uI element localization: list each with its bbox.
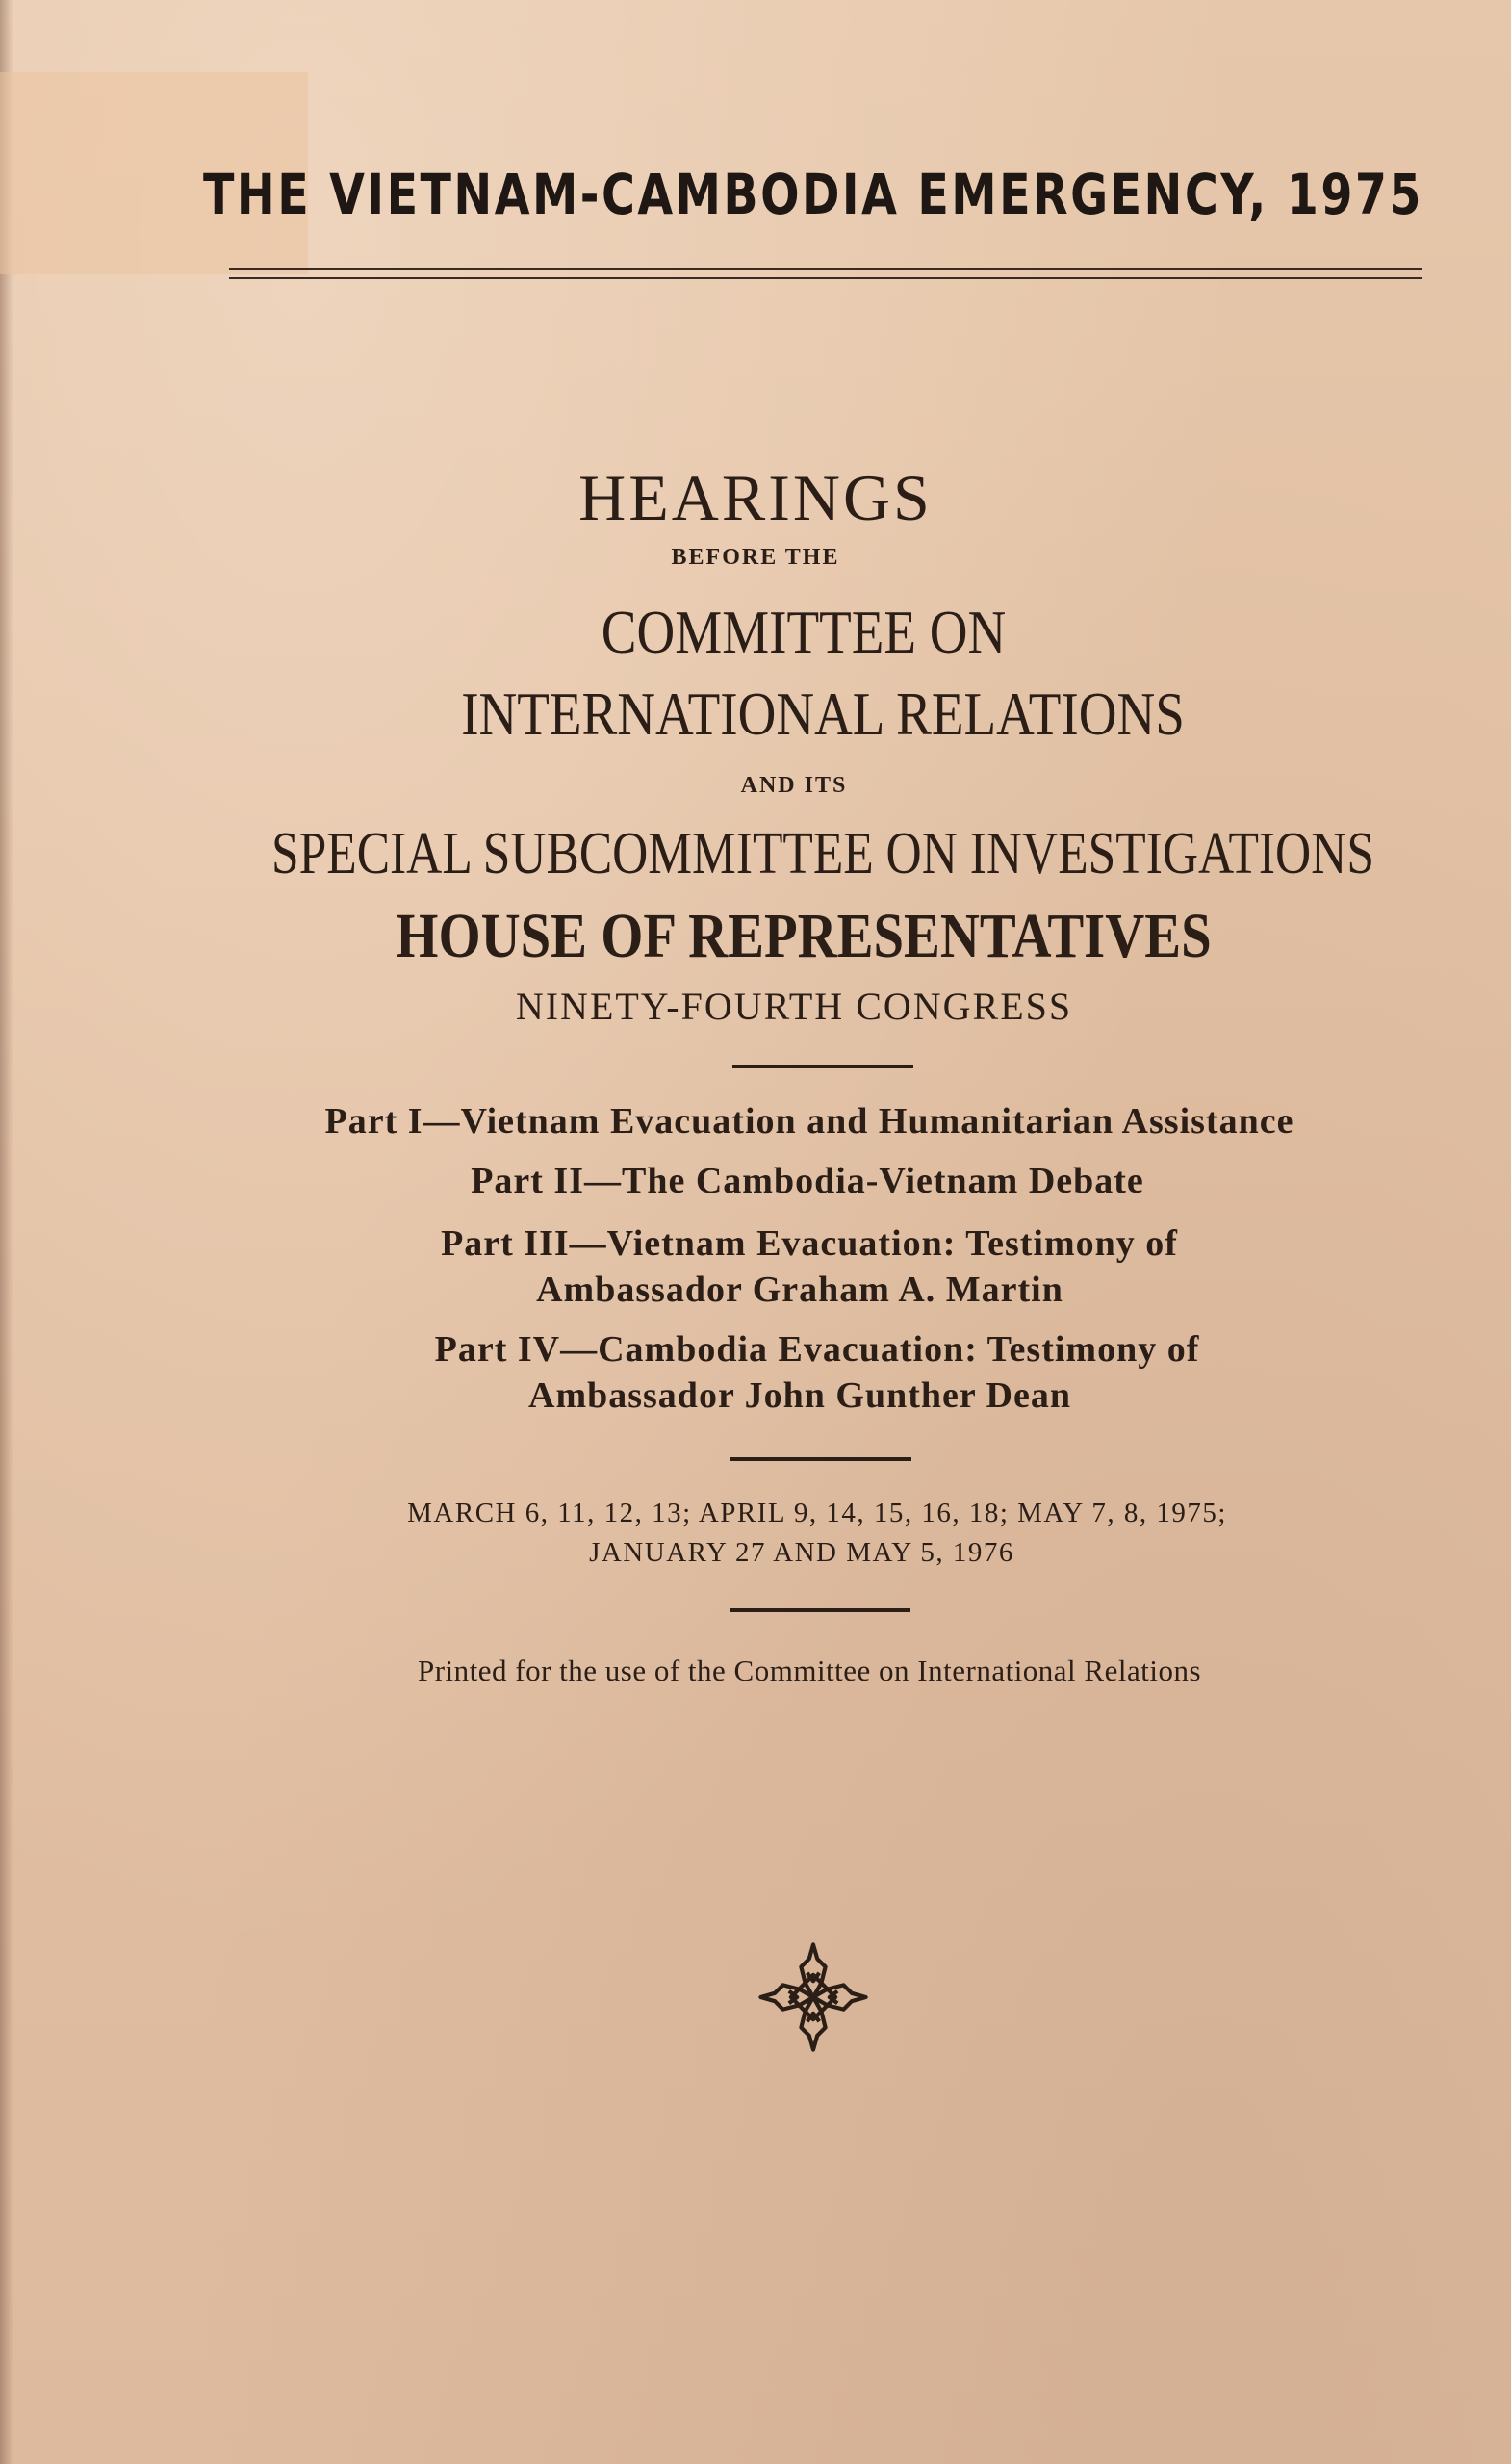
subcommittee-name: SPECIAL SUBCOMMITTEE ON INVESTIGATIONS [271, 821, 1374, 886]
government-printing-office-seal-icon [753, 1937, 874, 2058]
series-title: THE VIETNAM-CAMBODIA EMERGENCY, 1975 [203, 162, 1423, 227]
hearing-dates-line-1: MARCH 6, 11, 12, 13; APRIL 9, 14, 15, 16, 18; MAY 7, 8, 1975; [407, 1498, 1227, 1528]
part-3-title-line-1: Part III—Vietnam Evacuation: Testimony of [441, 1223, 1178, 1264]
committee-line-2: INTERNATIONAL RELATIONS [461, 680, 1185, 748]
before-the-label: BEFORE THE [671, 545, 840, 570]
divider-rule-1 [732, 1065, 913, 1068]
part-1-title: Part I—Vietnam Evacuation and Humanitarian Assistance [324, 1101, 1294, 1142]
spine-shadow [0, 0, 13, 2464]
part-4-title-line-1: Part IV—Cambodia Evacuation: Testimony of [434, 1329, 1200, 1370]
part-2-title: Part II—The Cambodia-Vietnam Debate [471, 1161, 1144, 1201]
header-rule-top [229, 268, 1422, 270]
divider-rule-3 [730, 1608, 910, 1612]
hearings-heading: HEARINGS [578, 461, 933, 534]
committee-line-1: COMMITTEE ON [601, 598, 1007, 666]
printed-for-note: Printed for the use of the Committee on International Relations [417, 1654, 1202, 1687]
congress-name: NINETY-FOURTH CONGRESS [515, 985, 1073, 1028]
divider-rule-2 [730, 1457, 911, 1461]
header-rule-bottom [229, 277, 1422, 279]
part-4-title-line-2: Ambassador John Gunther Dean [528, 1375, 1071, 1416]
hearing-dates-line-2: JANUARY 27 AND MAY 5, 1976 [589, 1537, 1014, 1568]
house-name: HOUSE OF REPRESENTATIVES [396, 901, 1212, 971]
part-3-title-line-2: Ambassador Graham A. Martin [536, 1270, 1063, 1310]
and-its-label: AND ITS [740, 773, 848, 798]
